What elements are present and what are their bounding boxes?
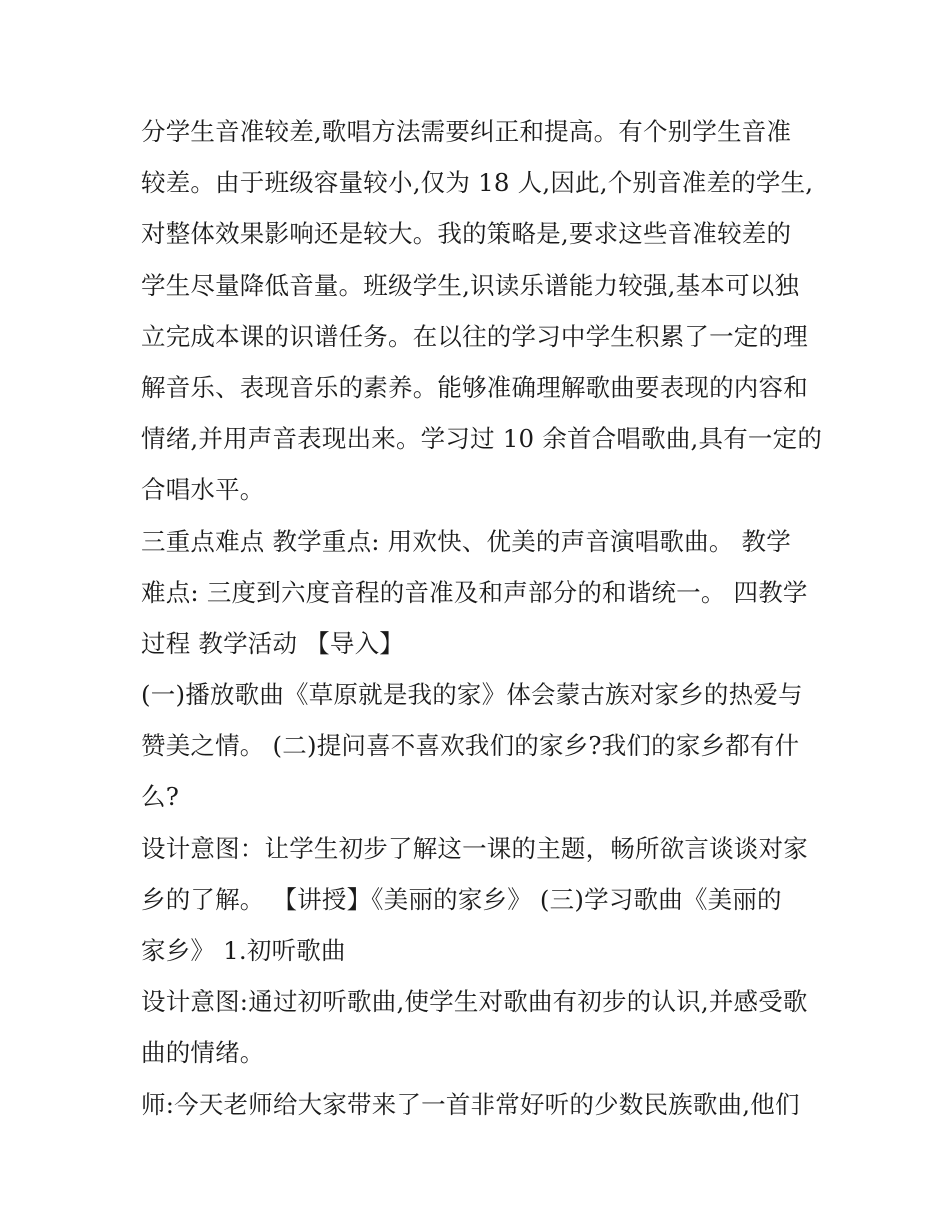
text-line: 较差。由于班级容量较小,仅为 18 人,因此,个别音准差的学生,: [141, 168, 814, 198]
text-line: 曲的情绪。: [141, 1038, 265, 1068]
text-line: 么?: [141, 782, 180, 812]
text-line: 家乡》 1.初听歌曲: [141, 936, 346, 965]
text-line: 合唱水平。: [141, 475, 265, 505]
text-line: 设计意图：让学生初步了解这一课的主题，畅所欲言谈谈对家: [141, 833, 808, 863]
text-line: 分学生音准较差,歌唱方法需要纠正和提高。有个别学生音准: [141, 117, 792, 146]
text-line: 过程 教学活动 【导入】: [141, 628, 404, 658]
text-line: 难点: 三度到六度音程的音准及和声部分的和谐统一。 四教学: [141, 577, 808, 607]
text-line: 赞美之情。 (二)提问喜不喜欢我们的家乡?我们的家乡都有什: [141, 731, 800, 761]
text-line: 立完成本课的识谱任务。在以往的学习中学生积累了一定的理: [141, 321, 808, 351]
text-line: 学生尽量降低音量。班级学生,识读乐谱能力较强,基本可以独: [141, 270, 800, 300]
text-line: 三重点难点 教学重点: 用欢快、优美的声音演唱歌曲。 教学: [141, 526, 791, 556]
text-line: 对整体效果影响还是较大。我的策略是,要求这些音准较差的: [141, 219, 792, 249]
text-line: 情绪,并用声音表现出来。学习过 10 余首合唱歌曲,具有一定的: [141, 424, 823, 454]
text-line: 设计意图:通过初听歌曲,使学生对歌曲有初步的认识,并感受歌: [141, 987, 808, 1017]
text-line: 乡的了解。 【讲授】《美丽的家乡》 (三)学习歌曲《美丽的: [141, 884, 782, 914]
document-body: [141, 106, 821, 1130]
text-line: (一)播放歌曲《草原就是我的家》体会蒙古族对家乡的热爱与: [141, 680, 803, 710]
text-line: 师:今天老师给大家带来了一首非常好听的少数民族歌曲,他们: [141, 1089, 800, 1119]
text-line: 解音乐、表现音乐的素养。能够准确理解歌曲要表现的内容和: [141, 372, 808, 402]
